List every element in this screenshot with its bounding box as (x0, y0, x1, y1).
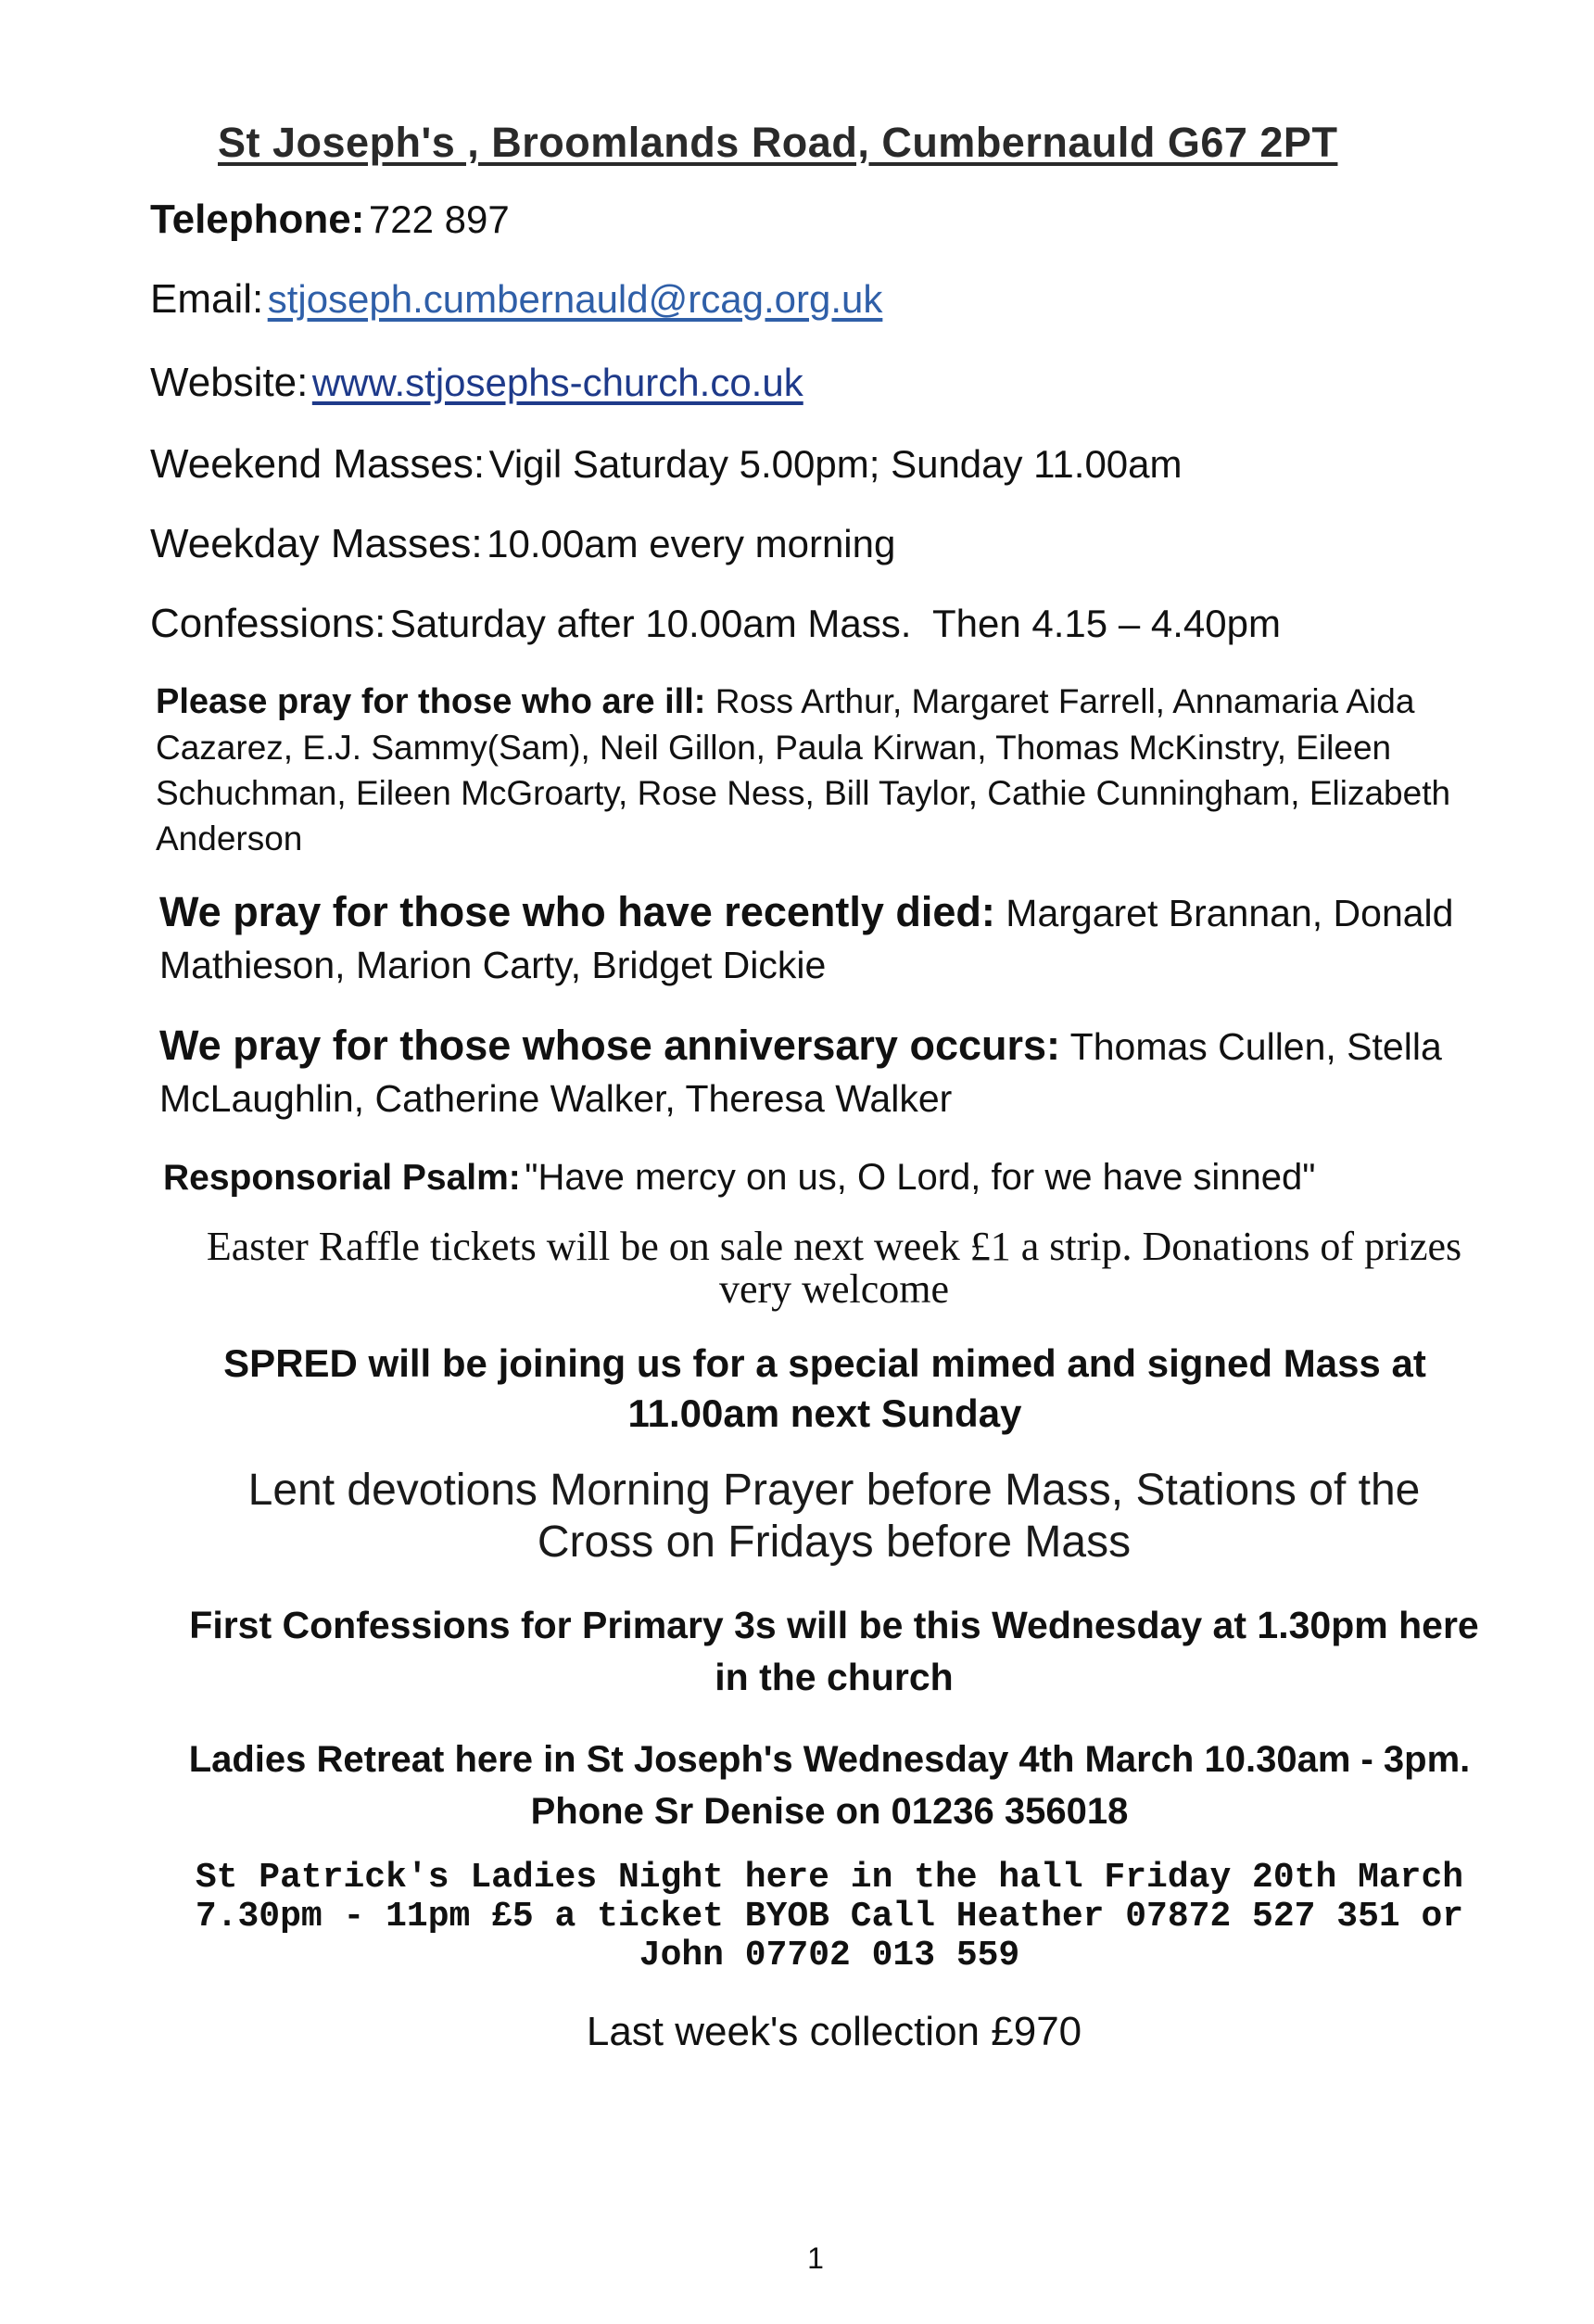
raffle-notice: Easter Raffle tickets will be on sale next week £1 a strip. Donations of prizes very welcome (206, 1224, 1462, 1312)
weekday-masses-label: Weekday Masses: (150, 521, 483, 566)
email-link[interactable]: stjoseph.cumbernauld@rcag.org.uk (267, 277, 883, 321)
recently-died-paragraph (159, 886, 1457, 991)
confessions-row (150, 601, 1281, 647)
telephone-value: 722 897 (368, 197, 510, 241)
lent-devotions-notice: Lent devotions Morning Prayer before Mass, Stations of the Cross on Fridays before Mass (247, 1466, 1421, 1567)
telephone-row (150, 197, 510, 243)
ill-prayer-label: Please pray for those who are ill: (156, 682, 706, 721)
confessions-value: Saturday after 10.00am Mass. Then 4.15 – 4.40pm (389, 602, 1281, 645)
ladies-retreat-notice: Ladies Retreat here in St Joseph's Wednesday 4th March 10.30am - 3pm. Phone Sr Denise on 01236 356018 (188, 1739, 1471, 1832)
psalm-label: Responsorial Psalm: (163, 1158, 521, 1198)
anniversary-names: Thomas Cullen, Stella McLaughlin, Catherine Walker, Theresa Walker (159, 1025, 1442, 1120)
email-label: Email: (150, 276, 264, 322)
page-title: St Joseph's , Broomlands Road, Cumbernauld G67 2PT (218, 119, 1338, 166)
psalm-row (163, 1157, 1316, 1199)
collection-notice: Last week's collection £970 (586, 2009, 1082, 2054)
confessions-label: Confessions: (150, 601, 386, 646)
ill-prayer-paragraph (156, 679, 1490, 861)
weekend-masses-row (150, 441, 1183, 488)
anniversary-label: We pray for those whose anniversary occurs: (159, 1022, 1061, 1069)
weekday-masses-value: 10.00am every morning (487, 522, 896, 565)
telephone-label: Telephone: (150, 197, 365, 242)
psalm-text: "Have mercy on us, O Lord, for we have sinned" (525, 1157, 1316, 1198)
website-link[interactable]: www.stjosephs-church.co.uk (311, 361, 803, 404)
recently-died-label: We pray for those who have recently died: (159, 888, 995, 935)
ladies-night-notice: St Patrick's Ladies Night here in the hall Friday 20th March 7.30pm - 11pm £5 a ticket BYOB Call Heather 07872 527 351 or John 07702 013 559 (195, 1858, 1464, 1975)
ill-prayer-names: Ross Arthur, Margaret Farrell, Annamaria Aida Cazarez, E.J. Sammy(Sam), Neil Gillon, Paula Kirwan, Thomas McKinstry, Eileen Schuchman, Eileen McGroarty, Rose Ness, Bill Taylor, Cathie Cunningham, Elizabeth Anderson (156, 682, 1451, 857)
anniversary-paragraph (159, 1020, 1457, 1124)
weekday-masses-row (150, 521, 895, 567)
page-number: 1 (807, 2241, 824, 2275)
email-row (150, 276, 882, 323)
website-row (150, 360, 803, 406)
weekend-masses-label: Weekend Masses: (150, 441, 486, 487)
website-label: Website: (150, 360, 309, 405)
weekend-masses-value: Vigil Saturday 5.00pm; Sunday 11.00am (488, 442, 1183, 486)
recently-died-names: Margaret Brannan, Donald Mathieson, Marion Carty, Bridget Dickie (159, 892, 1454, 986)
first-confessions-notice: First Confessions for Primary 3s will be this Wednesday at 1.30pm here in the church (189, 1604, 1479, 1698)
spred-notice: SPRED will be joining us for a special mimed and signed Mass at 11.00am next Sunday (223, 1341, 1426, 1435)
